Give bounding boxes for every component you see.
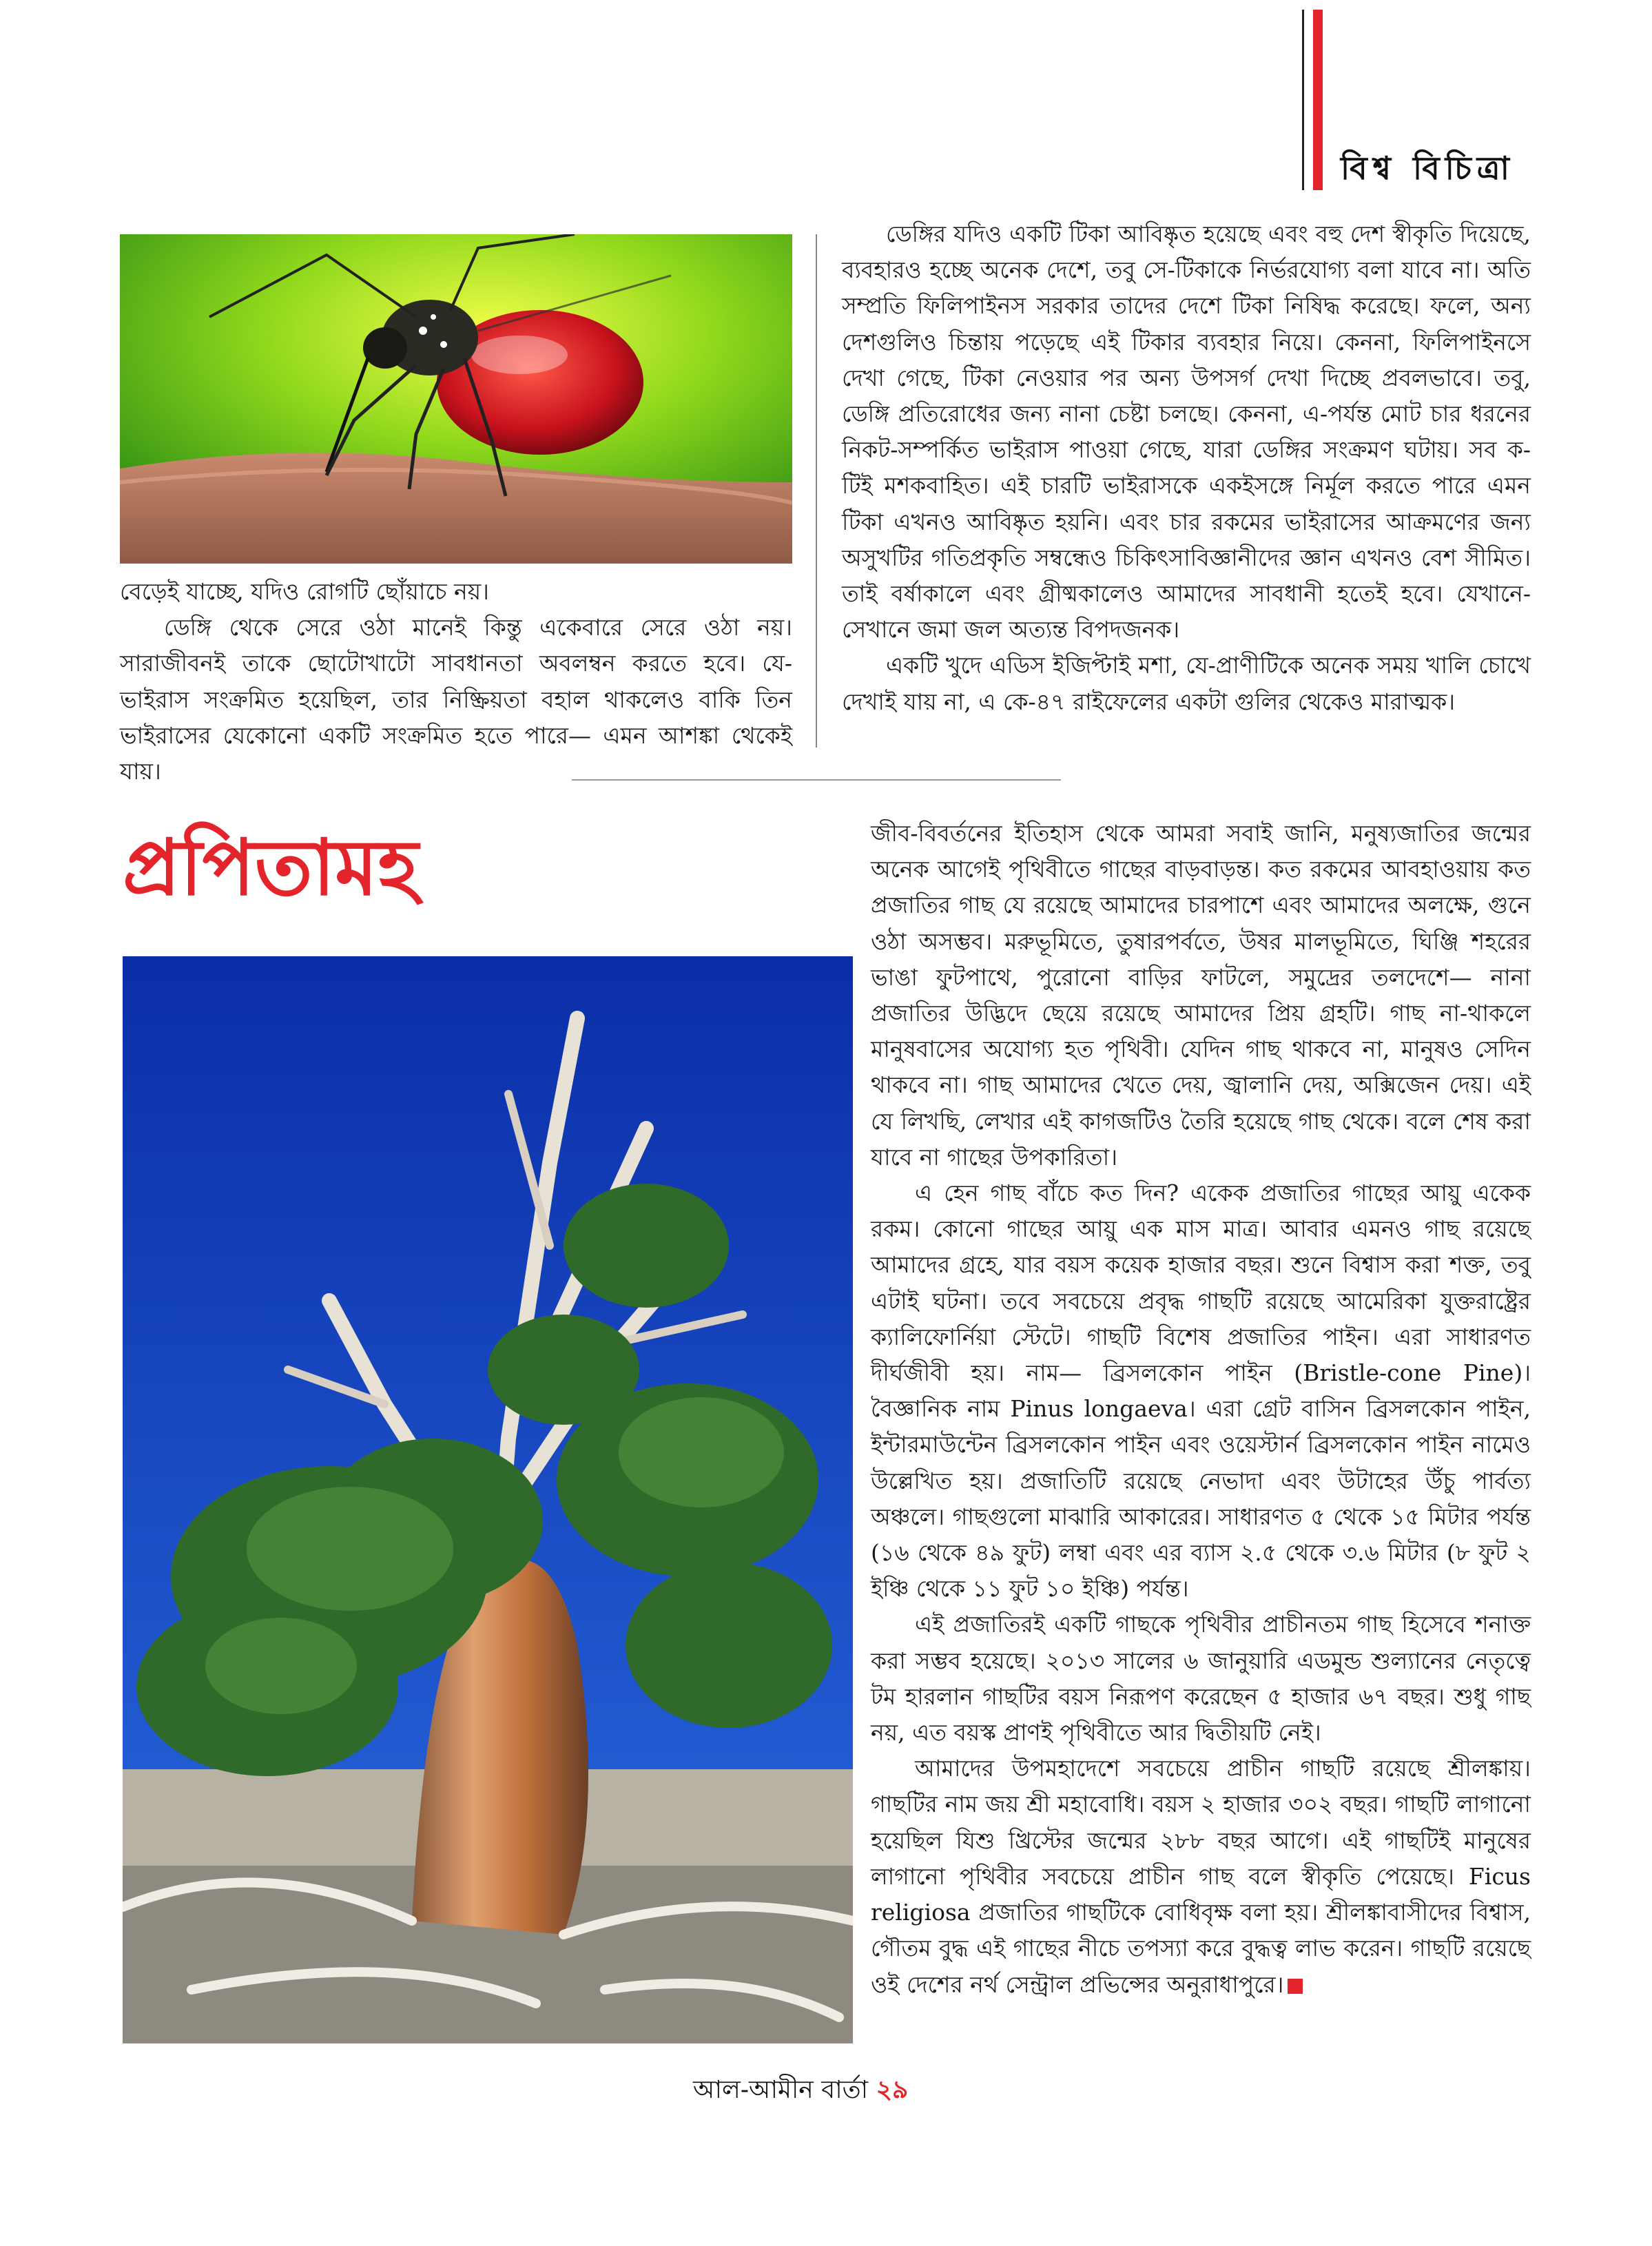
- tree-photo: [123, 956, 853, 2043]
- paragraph: একটি খুদে এডিস ইজিপ্টাই মশা, যে-প্রাণীটিকে অনেক সময় খালি চোখে দেখাই যায় না, এ কে-৪৭ রাইফেলের একটা গুলির থেকেও মারাত্মক।: [842, 652, 1531, 715]
- top-left-column: [120, 574, 792, 790]
- paragraph: এই প্রজাতিরই একটি গাছকে পৃথিবীর প্রাচীনতম গাছ হিসেবে শনাক্ত করা সম্ভব হয়েছে। ২০১৩ সালের ৬ জানুয়ারি এডমুন্ড শুল্যানের নেতৃত্বে টম হারলান গাছটির বয়স নিরূপণ করেছেন ৫ হাজার ৬৭ বছর। শুধু গাছ নয়, এত বয়স্ক প্রাণই পৃথিবীতে আর দ্বিতীয়টি নেই।: [871, 1611, 1531, 1747]
- paragraph: ডেঙ্গি থেকে সেরে ওঠা মানেই কিন্তু একেবারে সেরে ওঠা নয়। সারাজীবনই তাকে ছোটোখাটো সাবধানতা অবলম্বন করতে হবে। যে-ভাইরাস সংক্রমিত হয়েছিল, তার নিষ্ক্রিয়তা বহাল থাকলেও বাকি তিন ভাইরাসের যেকোনো একটি সংক্রমিত হতে পারে— এমন আশঙ্কা থেকেই যায়।: [120, 614, 792, 785]
- article-title: প্রপিতামহ: [123, 823, 419, 913]
- section-divider: [572, 779, 1061, 781]
- column-divider: [816, 234, 817, 748]
- top-right-column: [842, 216, 1531, 720]
- section-label: বিশ্ব বিচিত্রা: [1341, 150, 1515, 187]
- end-mark-icon: [1288, 1979, 1303, 1994]
- page-number: ২৯: [876, 2075, 909, 2104]
- paragraph: ডেঙ্গির যদিও একটি টিকা আবিষ্কৃত হয়েছে এবং বহু দেশ স্বীকৃতি দিয়েছে, ব্যবহারও হচ্ছে অনেক দেশে, তবু সে-টিকাকে নির্ভরযোগ্য বলা যাবে না। অতি সম্প্রতি ফিলিপাইনস সরকার তাদের দেশে টিকা নিষিদ্ধ করেছে। ফলে, অন্য দেশগুলিও চিন্তায় পড়েছে এই টিকার ব্যবহার নিয়ে। কেননা, ফিলিপাইনসে দেখা গেছে, টিকা নেওয়ার পর অন্য উপসর্গ দেখা দিচ্ছে প্রবলভাবে। তবু, ডেঙ্গি প্রতিরোধের জন্য নানা চেষ্টা চলছে। কেননা, এ-পর্যন্ত মোট চার ধরনের নিকট-সম্পর্কিত ভাইরাস পাওয়া গেছে, যারা ডেঙ্গির সংক্রমণ ঘটায়। সব ক-টিই মশকবাহিত। এই চারটি ভাইরাসকে একইসঙ্গে নির্মূল করতে পারে এমন টিকা এখনও আবিষ্কৃত হয়নি। এবং চার রকমের ভাইরাসের আক্রমণের জন্য অসুখটির গতিপ্রকৃতি সম্বন্ধেও চিকিৎসাবিজ্ঞানীদের জ্ঞান এখনও বেশ সীমিত। তাই বর্ষাকালে এবং গ্রীষ্মকালেও আমাদের সাবধানী হতেই হবে। যেখানে-সেখানে জমা জল অত্যন্ত বিপদজনক।: [842, 220, 1531, 643]
- paragraph: জীব-বিবর্তনের ইতিহাস থেকে আমরা সবাই জানি, মনুষ্যজাতির জন্মের অনেক আগেই পৃথিবীতে গাছের বাড়বাড়ন্ত। কত রকমের আবহাওয়ায় কত প্রজাতির গাছ যে রয়েছে আমাদের চারপাশে এবং আমাদের অলক্ষে, গুনে ওঠা অসম্ভব। মরুভূমিতে, তুষারপর্বতে, উষর মালভূমিতে, ঘিঞ্জি শহরের ভাঙা ফুটপাথে, পুরোনো বাড়ির ফাটলে, সমুদ্রের তলদেশে— নানা প্রজাতির উদ্ভিদে ছেয়ে রয়েছে আমাদের প্রিয় গ্রহটি। গাছ না-থাকলে মানুষবাসের অযোগ্য হত পৃথিবী। যেদিন গাছ থাকবে না, মানুষও সেদিন থাকবে না। গাছ আমাদের খেতে দেয়, জ্বালানি দেয়, অক্সিজেন দেয়। এই যে লিখছি, লেখার এই কাগজটিও তৈরি হয়েছে গাছ থেকে। বলে শেষ করা যাবে না গাছের উপকারিতা।: [871, 820, 1531, 1171]
- paragraph: আমাদের উপমহাদেশে সবচেয়ে প্রাচীন গাছটি রয়েছে শ্রীলঙ্কায়। গাছটির নাম জয় শ্রী মহাবোধি। বয়স ২ হাজার ৩০২ বছর। গাছটি লাগানো হয়েছিল যিশু খ্রিস্টের জন্মের ২৮৮ বছর আগে। এই গাছটিই মানুষের লাগানো পৃথিবীর সবচেয়ে প্রাচীন গাছ বলে স্বীকৃতি পেয়েছে। Ficus religiosa প্রজাতির গাছটিকে বোধিবৃক্ষ বলা হয়। শ্রীলঙ্কাবাসীদের বিশ্বাস, গৌতম বুদ্ধ এই গাছের নীচে তপস্যা করে বুদ্ধত্ব লাভ করেন। গাছটি রয়েছে ওই দেশের নর্থ সেন্ট্রাল প্রভিন্সের অনুরাধাপুরে।: [871, 1755, 1531, 1998]
- magazine-name: আল-আমীন বার্তা: [693, 2076, 869, 2104]
- header-accent-bar: [1313, 10, 1323, 190]
- mosquito-photo: [120, 234, 792, 564]
- paragraph: বেড়েই যাচ্ছে, যদিও রোগটি ছোঁয়াচে নয়।: [120, 578, 489, 605]
- header-rule: [1302, 10, 1304, 190]
- paragraph: এ হেন গাছ বাঁচে কত দিন? একেক প্রজাতির গাছের আয়ু একেক রকম। কোনো গাছের আয়ু এক মাস মাত্র। আবার এমনও গাছ রয়েছে আমাদের গ্রহে, যার বয়স কয়েক হাজার বছর। শুনে বিশ্বাস করা শক্ত, তবু এটাই ঘটনা। তবে সবচেয়ে প্রবৃদ্ধ গাছটি রয়েছে আমেরিকা যুক্তরাষ্ট্রের ক্যালিফোর্নিয়া স্টেটে। গাছটি বিশেষ প্রজাতির পাইন। এরা সাধারণত দীর্ঘজীবী হয়। নাম— ব্রিসলকোন পাইন (Bristle-cone Pine)। বৈজ্ঞানিক নাম Pinus longaeva। এরা গ্রেট বাসিন ব্রিসলকোন পাইন, ইন্টারমাউন্টেন ব্রিসলকোন পাইন এবং ওয়েস্টার্ন ব্রিসলকোন পাইন নামেও উল্লেখিত হয়। প্রজাতিটি রয়েছে নেভাদা এবং উটাহের উঁচু পার্বত্য অঞ্চলে। গাছগুলো মাঝারি আকারের। সাধারণত ৫ থেকে ১৫ মিটার পর্যন্ত (১৬ থেকে ৪৯ ফুট) লম্বা এবং এর ব্যাস ২.৫ থেকে ৩.৬ মিটার (৮ ফুট ২ ইঞ্চি থেকে ১১ ফুট ১০ ইঞ্চি) পর্যন্ত।: [871, 1179, 1531, 1603]
- footer: [693, 2071, 908, 2112]
- article-column: [871, 816, 1531, 2003]
